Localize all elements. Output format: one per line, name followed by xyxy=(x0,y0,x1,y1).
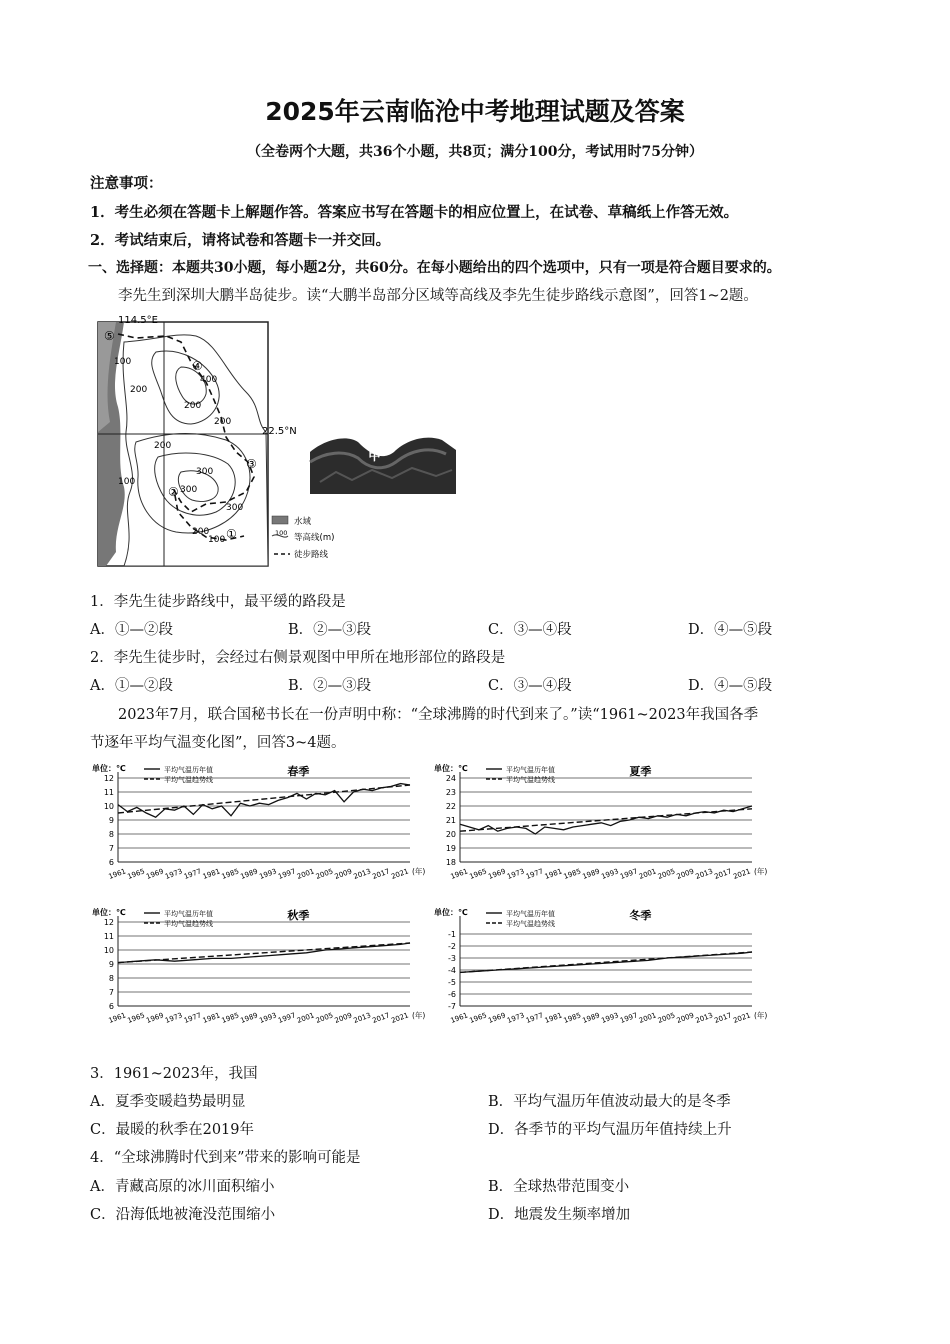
x-tick-label: 2005 xyxy=(656,1011,677,1025)
y-tick-label: 19 xyxy=(445,844,456,853)
contour-label: 300 xyxy=(196,467,214,477)
x-tick-label: 1977 xyxy=(524,867,545,881)
map-legend xyxy=(272,516,334,560)
legend-actual: 平均气温历年值 xyxy=(164,766,213,774)
x-tick-label: 1993 xyxy=(258,867,278,881)
chart-title: 夏季 xyxy=(629,765,652,778)
contour-label: 200 xyxy=(214,417,232,427)
x-tick-label: 2021 xyxy=(390,867,410,881)
section-heading: 一、选择题：本题共30小题，每小题2分，共60分。在每小题给出的四个选项中，只有一项是符合题目要求的。 xyxy=(88,260,781,276)
x-tick-label: 2005 xyxy=(656,867,677,881)
y-tick-label: 11 xyxy=(103,788,114,797)
x-axis-label: (年) xyxy=(754,1011,768,1020)
question-3-option-c[interactable]: C．最暖的秋季在2019年 xyxy=(90,1122,254,1138)
y-tick-label: 7 xyxy=(108,988,114,997)
y-tick-label: 6 xyxy=(108,1002,114,1011)
x-axis-label: (年) xyxy=(412,1011,426,1020)
question-2-stem: 2．李先生徒步时，会经过右侧景观图中甲所在地形部位的路段是 xyxy=(90,650,506,666)
contour-label: 100 xyxy=(114,357,132,367)
page-title: 2025年云南临沧中考地理试题及答案 xyxy=(265,97,685,126)
legend-contour-value: 100 xyxy=(275,529,288,537)
x-tick-label: 1961 xyxy=(449,867,470,881)
x-tick-label: 2009 xyxy=(675,1011,696,1025)
y-axis-label: 单位：℃ xyxy=(434,764,468,773)
question-3-option-d[interactable]: D．各季节的平均气温历年值持续上升 xyxy=(488,1122,732,1138)
contour-label: 200 xyxy=(154,441,172,451)
x-tick-label: 1973 xyxy=(506,1011,526,1025)
y-tick-label: 20 xyxy=(445,830,456,839)
x-tick-label: 2001 xyxy=(295,867,316,881)
question-1-option-b[interactable]: B．②—③段 xyxy=(288,622,372,638)
x-tick-label: 1997 xyxy=(277,1011,297,1025)
x-tick-label: 1989 xyxy=(239,1011,259,1025)
contour-label: 200 xyxy=(192,527,210,537)
question-1-option-d[interactable]: D．④—⑤段 xyxy=(688,622,773,638)
point-1: ① xyxy=(226,527,237,541)
question-4-stem: 4．“全球沸腾时代到来”带来的影响可能是 xyxy=(90,1150,361,1166)
question-3-option-b[interactable]: B．平均气温历年值波动最大的是冬季 xyxy=(488,1094,731,1110)
x-tick-label: 1961 xyxy=(107,867,128,881)
y-tick-label: -3 xyxy=(448,954,456,963)
y-axis-label: 单位：℃ xyxy=(92,908,126,917)
intro-q1-2: 李先生到深圳大鹏半岛徒步。读“大鹏半岛部分区域等高线及李先生徒步路线示意图”，回答1~2题。 xyxy=(118,288,758,304)
autumn-temperature-chart xyxy=(90,904,430,1032)
legend-trend: 平均气温趋势线 xyxy=(164,920,213,928)
notice-heading: 注意事项： xyxy=(90,175,163,192)
y-tick-label: 9 xyxy=(108,960,114,969)
y-tick-label: 10 xyxy=(103,946,114,955)
x-tick-label: 2009 xyxy=(333,1011,354,1025)
x-tick-label: 1985 xyxy=(220,867,241,881)
x-tick-label: 1969 xyxy=(487,867,507,881)
legend-actual: 平均气温历年值 xyxy=(506,910,555,918)
x-tick-label: 2017 xyxy=(371,867,391,881)
longitude-label: 114.5°E xyxy=(118,315,158,326)
point-4: ④ xyxy=(192,359,203,373)
y-tick-label: 9 xyxy=(108,816,114,825)
y-tick-label: 21 xyxy=(445,816,456,825)
x-tick-label: 1961 xyxy=(107,1011,128,1025)
question-4-option-a[interactable]: A．青藏高原的冰川面积缩小 xyxy=(90,1179,275,1195)
x-tick-label: 1973 xyxy=(506,867,526,881)
y-tick-label: 10 xyxy=(103,802,114,811)
y-tick-label: -4 xyxy=(448,966,456,975)
winter-temperature-chart xyxy=(432,904,772,1032)
x-tick-label: 1997 xyxy=(277,867,297,881)
x-tick-label: 1965 xyxy=(126,1011,146,1025)
notice-item-1: 1．考生必须在答题卡上解题作答。答案应书写在答题卡的相应位置上，在试卷、草稿纸上作答无效。 xyxy=(90,204,739,221)
contour-label: 100 xyxy=(118,477,136,487)
x-tick-label: 1989 xyxy=(239,867,259,881)
series-actual-line xyxy=(118,784,410,818)
legend-contour: 等高线(m) xyxy=(294,533,335,543)
x-tick-label: 2017 xyxy=(371,1011,391,1025)
x-tick-label: 1965 xyxy=(126,867,146,881)
legend-trend: 平均气温趋势线 xyxy=(506,920,555,928)
x-tick-label: 2013 xyxy=(694,867,714,881)
x-tick-label: 1981 xyxy=(201,867,222,881)
y-tick-label: 22 xyxy=(445,802,456,811)
x-tick-label: 1981 xyxy=(201,1011,222,1025)
chart-title: 秋季 xyxy=(287,909,310,922)
question-3-option-a[interactable]: A．夏季变暖趋势最明显 xyxy=(90,1094,246,1110)
y-tick-label: 18 xyxy=(445,858,456,867)
x-tick-label: 2001 xyxy=(637,867,658,881)
x-tick-label: 2005 xyxy=(314,1011,335,1025)
x-tick-label: 1969 xyxy=(145,867,165,881)
x-tick-label: 1977 xyxy=(182,867,203,881)
x-tick-label: 2001 xyxy=(637,1011,658,1025)
intro-q3-4-line1: 2023年7月，联合国秘书长在一份声明中称：“全球沸腾的时代到来了。”读“1961~2023年我国各季 xyxy=(118,707,759,723)
question-4-option-d[interactable]: D．地震发生频率增加 xyxy=(488,1207,631,1223)
x-tick-label: 1973 xyxy=(164,867,184,881)
x-tick-label: 2005 xyxy=(314,867,335,881)
x-tick-label: 1993 xyxy=(258,1011,278,1025)
question-2-option-c[interactable]: C．③—④段 xyxy=(488,678,572,694)
x-tick-label: 2021 xyxy=(732,1011,752,1025)
landscape-photo xyxy=(310,438,456,494)
x-tick-label: 2017 xyxy=(713,1011,733,1025)
x-axis-label: (年) xyxy=(754,867,768,876)
photo-label: 甲 xyxy=(368,449,382,464)
x-tick-label: 1997 xyxy=(619,1011,639,1025)
legend-actual: 平均气温历年值 xyxy=(506,766,555,774)
x-tick-label: 1997 xyxy=(619,867,639,881)
y-tick-label: -1 xyxy=(448,930,456,939)
spring-temperature-chart xyxy=(90,760,430,890)
exam-info: （全卷两个大题，共36个小题，共8页；满分100分，考试用时75分钟） xyxy=(247,144,703,160)
x-tick-label: 1977 xyxy=(182,1011,203,1025)
x-tick-label: 1961 xyxy=(449,1011,470,1025)
y-tick-label: -2 xyxy=(448,942,456,951)
x-tick-label: 1977 xyxy=(524,1011,545,1025)
x-tick-label: 1973 xyxy=(164,1011,184,1025)
y-tick-label: 24 xyxy=(445,774,456,783)
notice-item-2: 2．考试结束后，请将试卷和答题卡一并交回。 xyxy=(90,232,391,249)
point-5: ⑤ xyxy=(104,329,115,343)
question-1-stem: 1．李先生徒步路线中，最平缓的路段是 xyxy=(90,594,346,610)
contour-label: 400 xyxy=(200,375,218,385)
x-tick-label: 1965 xyxy=(468,1011,488,1025)
y-tick-label: 6 xyxy=(108,858,114,867)
question-2-option-a[interactable]: A．①—②段 xyxy=(90,678,173,694)
point-2: ② xyxy=(168,485,179,499)
x-tick-label: 2001 xyxy=(295,1011,316,1025)
legend-water: 水域 xyxy=(294,517,312,527)
x-tick-label: 1993 xyxy=(600,867,620,881)
x-tick-label: 2009 xyxy=(675,867,696,881)
chart-title: 春季 xyxy=(287,765,310,778)
y-tick-label: 12 xyxy=(103,918,114,927)
contour-label: 200 xyxy=(130,385,148,395)
y-tick-label: 8 xyxy=(108,830,114,839)
x-tick-label: 1969 xyxy=(145,1011,165,1025)
y-tick-label: 7 xyxy=(108,844,114,853)
y-tick-label: 12 xyxy=(103,774,114,783)
x-tick-label: 1993 xyxy=(600,1011,620,1025)
question-2-option-b[interactable]: B．②—③段 xyxy=(288,678,372,694)
legend-trend: 平均气温趋势线 xyxy=(506,776,555,784)
y-tick-label: 8 xyxy=(108,974,114,983)
question-1-option-c[interactable]: C．③—④段 xyxy=(488,622,572,638)
y-tick-label: -7 xyxy=(448,1002,456,1011)
question-4-option-c[interactable]: C．沿海低地被淹没范围缩小 xyxy=(90,1207,276,1223)
contour-label: 100 xyxy=(208,535,226,545)
y-axis-label: 单位：℃ xyxy=(434,908,468,917)
contour-label: 300 xyxy=(226,503,244,513)
x-tick-label: 2017 xyxy=(713,867,733,881)
chart-title: 冬季 xyxy=(629,909,652,922)
x-tick-label: 2013 xyxy=(694,1011,714,1025)
x-tick-label: 1989 xyxy=(581,867,601,881)
x-tick-label: 2021 xyxy=(390,1011,410,1025)
legend-actual: 平均气温历年值 xyxy=(164,910,213,918)
x-tick-label: 2009 xyxy=(333,867,354,881)
x-tick-label: 2013 xyxy=(352,1011,372,1025)
contour-label: 300 xyxy=(180,485,198,495)
x-tick-label: 1981 xyxy=(543,1011,564,1025)
x-tick-label: 1969 xyxy=(487,1011,507,1025)
latitude-label: 22.5°N xyxy=(262,426,297,437)
y-tick-label: 23 xyxy=(445,788,456,797)
x-tick-label: 2021 xyxy=(732,867,752,881)
x-axis-label: (年) xyxy=(412,867,426,876)
y-tick-label: -5 xyxy=(448,978,456,987)
x-tick-label: 1981 xyxy=(543,867,564,881)
x-tick-label: 1985 xyxy=(562,1011,583,1025)
question-2-option-d[interactable]: D．④—⑤段 xyxy=(688,678,773,694)
summer-temperature-chart xyxy=(432,760,772,890)
contour-map xyxy=(96,312,468,570)
y-tick-label: 11 xyxy=(103,932,114,941)
x-tick-label: 1985 xyxy=(562,867,583,881)
x-tick-label: 1985 xyxy=(220,1011,241,1025)
legend-route: 徒步路线 xyxy=(294,550,329,560)
legend-trend: 平均气温趋势线 xyxy=(164,776,213,784)
y-axis-label: 单位：℃ xyxy=(92,764,126,773)
question-1-option-a[interactable]: A．①—②段 xyxy=(90,622,173,638)
intro-q3-4-line2: 节逐年平均气温变化图”，回答3~4题。 xyxy=(90,735,346,751)
x-tick-label: 2013 xyxy=(352,867,372,881)
y-tick-label: -6 xyxy=(448,990,456,999)
question-3-stem: 3．1961~2023年，我国 xyxy=(90,1066,258,1082)
question-4-option-b[interactable]: B．全球热带范围变小 xyxy=(488,1179,630,1195)
x-tick-label: 1989 xyxy=(581,1011,601,1025)
x-tick-label: 1965 xyxy=(468,867,488,881)
contour-label: 200 xyxy=(184,401,202,411)
point-3: ③ xyxy=(246,457,257,471)
